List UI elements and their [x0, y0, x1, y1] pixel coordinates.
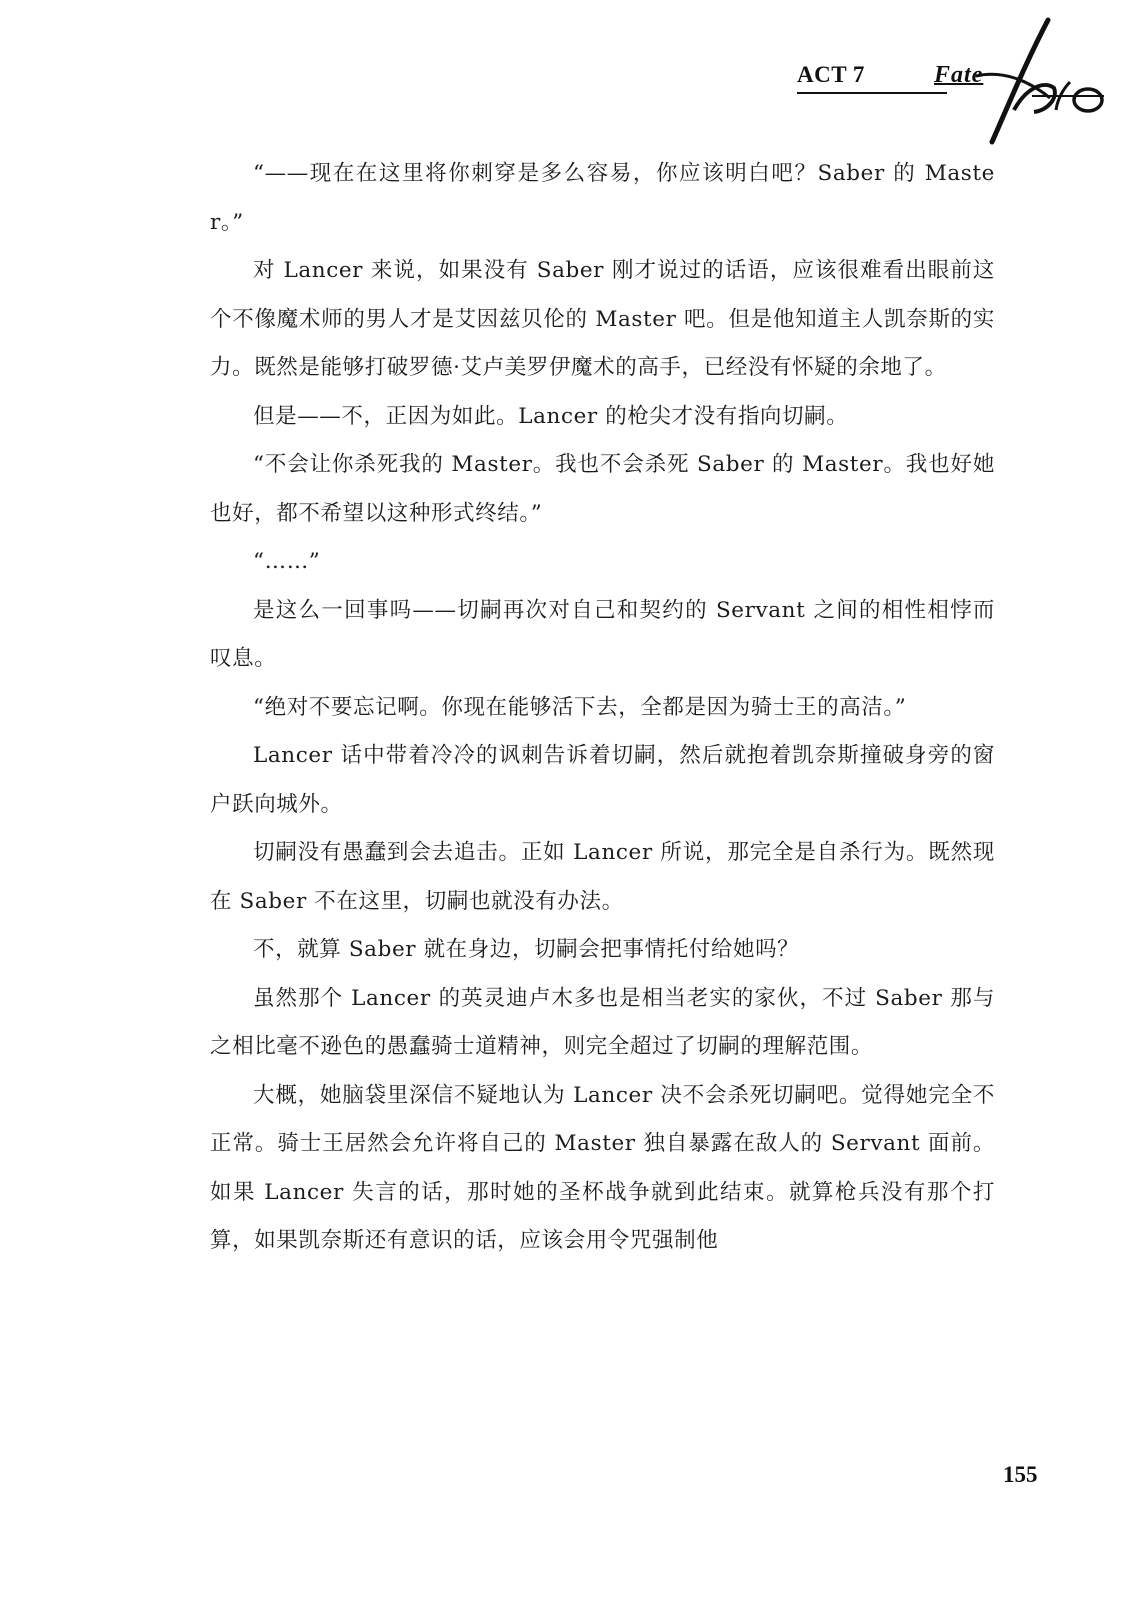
paragraph: 对 Lancer 来说，如果没有 Saber 刚才说过的话语，应该很难看出眼前这个不像魔术师的男人才是艾因兹贝伦的 Master 吧。但是他知道主人凯奈斯的实力。既然是能够打破罗德·艾卢美罗伊魔术的高手，已经没有怀疑的余地了。: [210, 258, 995, 380]
header-rule: [797, 92, 947, 94]
paragraph: 但是——不，正因为如此。Lancer 的枪尖才没有指向切嗣。: [253, 403, 849, 429]
paragraph: “——现在在这里将你刺穿是多么容易，你应该明白吧？Saber 的 Master。”: [210, 161, 995, 235]
paragraph: Lancer 话中带着冷冷的讽刺告诉着切嗣，然后就抱着凯奈斯撞破身旁的窗户跃向城外。: [210, 743, 995, 817]
chapter-label: ACT 7: [797, 62, 865, 87]
paragraph: “绝对不要忘记啊。你现在能够活下去，全都是因为骑士王的高洁。”: [253, 694, 907, 720]
paragraph: 切嗣没有愚蠢到会去追击。正如 Lancer 所说，那完全是自杀行为。既然现在 Saber 不在这里，切嗣也就没有办法。: [210, 840, 995, 914]
logo-wordmark: Fate: [934, 62, 984, 88]
chapter-body: [210, 150, 995, 1266]
paragraph: 大概，她脑袋里深信不疑地认为 Lancer 决不会杀死切嗣吧。觉得她完全不正常。骑士王居然会允许将自己的 Master 独自暴露在敌人的 Servant 面前。如果 Lancer 失言的话，那时她的圣杯战争就到此结束。就算枪兵没有那个打算，如果凯奈斯还有意识的话，应该会用令咒强制他: [210, 1082, 995, 1253]
paragraph: “……”: [253, 549, 321, 574]
paragraph: 是这么一回事吗——切嗣再次对自己和契约的 Servant 之间的相性相悖而叹息。: [210, 597, 995, 671]
paragraph: 虽然那个 Lancer 的英灵迪卢木多也是相当老实的家伙，不过 Saber 那与之相比毫不逊色的愚蠢骑士道精神，则完全超过了切嗣的理解范围。: [210, 985, 995, 1059]
fate-zero-logo-icon: [930, 14, 1106, 150]
paragraph: 不，就算 Saber 就在身边，切嗣会把事情托付给她吗？: [253, 937, 800, 962]
paragraph: “不会让你杀死我的 Master。我也不会杀死 Saber 的 Master。我也好她也好，都不希望以这种形式终结。”: [210, 452, 995, 526]
running-header: [0, 0, 1136, 150]
page-number: 155: [1003, 1462, 1038, 1487]
